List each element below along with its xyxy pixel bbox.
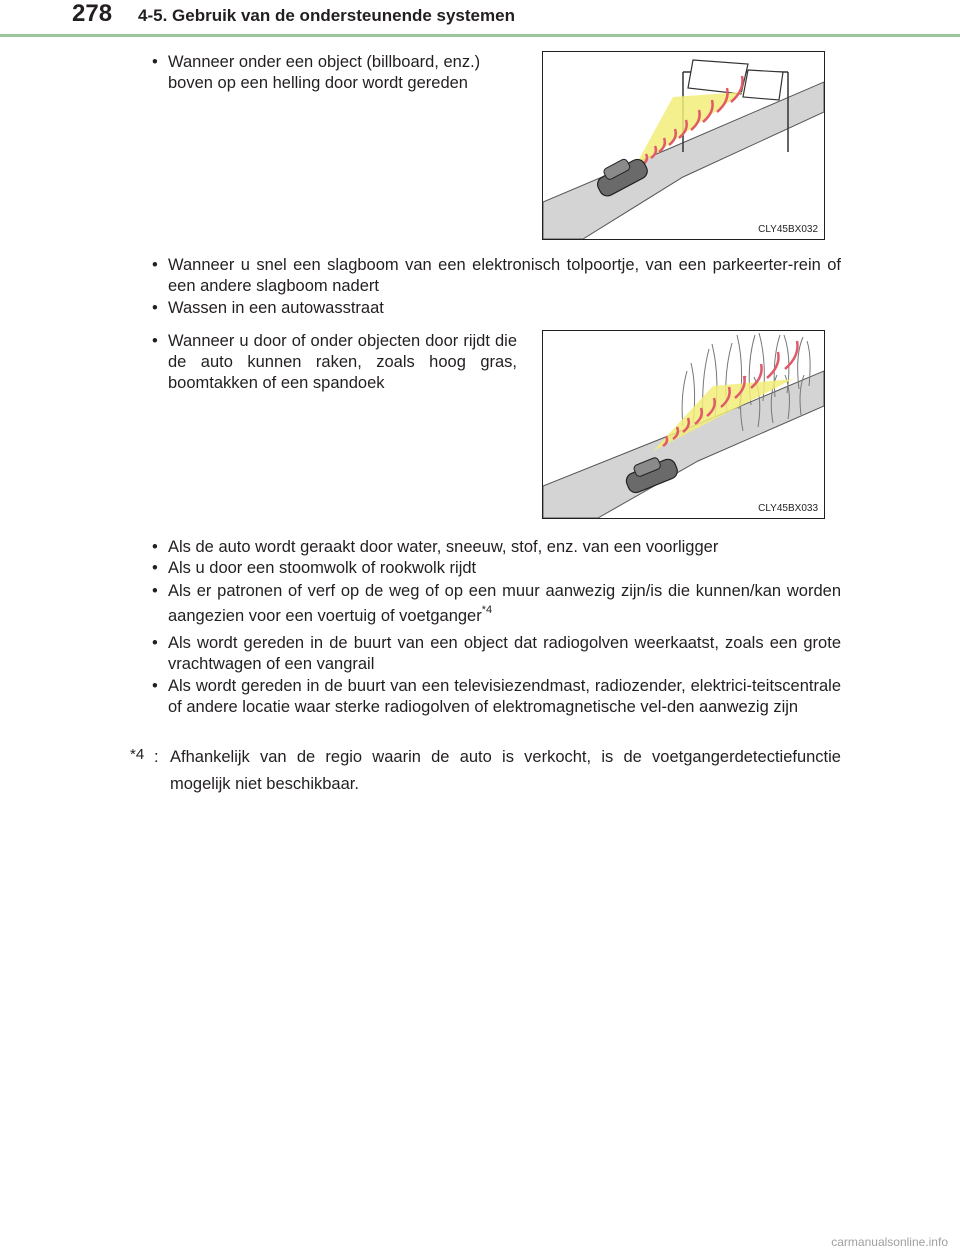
bullet-water-snow [152,537,841,558]
header-rule [0,34,960,37]
footnote-text: : Afhankelijk van de regio waarin de auto is verkocht, is de voetgangerdetectiefunctie mogelijk niet beschikbaar. [154,748,841,793]
bullet-text: Als er patronen of verf op de weg of op een muur aanwezig zijn/is die kunnen/kan worden aangezien voor een voertuig of voetganger [168,582,841,625]
bullet-grass-branches [152,331,517,394]
bullet-billboard [152,52,520,94]
bullet-toll-gate [152,255,841,297]
bullet-text: Wanneer onder een object (billboard, enz.) boven op een helling door wordt gereden [168,53,481,92]
page-number: 278 [72,0,113,27]
bullet-text: Als de auto wordt geraakt door water, sneeuw, stof, enz. van een voorligger [168,538,719,556]
bullet-marker: • [152,256,158,274]
bullet-steam-smoke [152,558,841,579]
bullet-text: Als wordt gereden in de buurt van een object dat radiogolven weerkaatst, zoals een grote vrachtwagen of een vangrail [168,634,841,673]
bullet-marker: • [152,332,158,350]
bullet-marker: • [152,634,158,652]
bullet-patterns-paint [152,579,841,629]
bullet-text: Wassen in een autowasstraat [168,299,384,317]
billboard-slope-illustration [543,52,824,239]
bullet-marker: • [152,559,158,577]
bullet-text: Als wordt gereden in de buurt van een televisiezendmast, radiozender, elektrici-teitscentrale of andere locatie waar sterke radiogolven of elektromagnetische vel-den aanwezig zijn [168,677,841,716]
page-header [0,0,960,40]
figure-code: CLY45BX032 [758,224,818,235]
footnote-reference: *4 [481,604,493,616]
section-title: 4-5. Gebruik van de ondersteunende systemen [138,6,515,25]
tall-grass-illustration [543,331,824,518]
bullet-car-wash [152,298,841,319]
bullet-tv-tower [152,676,841,718]
bullet-text: Wanneer u snel een slagboom van een elektronisch tolpoortje, van een parkeerter-rein of een andere slagboom nadert [168,256,841,295]
bullet-marker: • [152,53,158,71]
bullet-text: Wanneer u door of onder objecten door rijdt die de auto kunnen raken, zoals hoog gras, boomtakken of een spandoek [168,332,517,392]
bullet-radio-reflect [152,633,841,675]
footnote [130,744,841,798]
bullet-marker: • [152,538,158,556]
bullet-marker: • [152,677,158,695]
bullet-marker: • [152,299,158,317]
bullet-marker: • [152,582,158,600]
figure-billboard-slope [542,51,825,240]
figure-code: CLY45BX033 [758,503,818,514]
watermark: carmanualsonline.info [831,1235,948,1249]
bullet-text: Als u door een stoomwolk of rookwolk rijdt [168,559,477,577]
footnote-marker: *4 [130,746,145,763]
figure-tall-grass [542,330,825,519]
